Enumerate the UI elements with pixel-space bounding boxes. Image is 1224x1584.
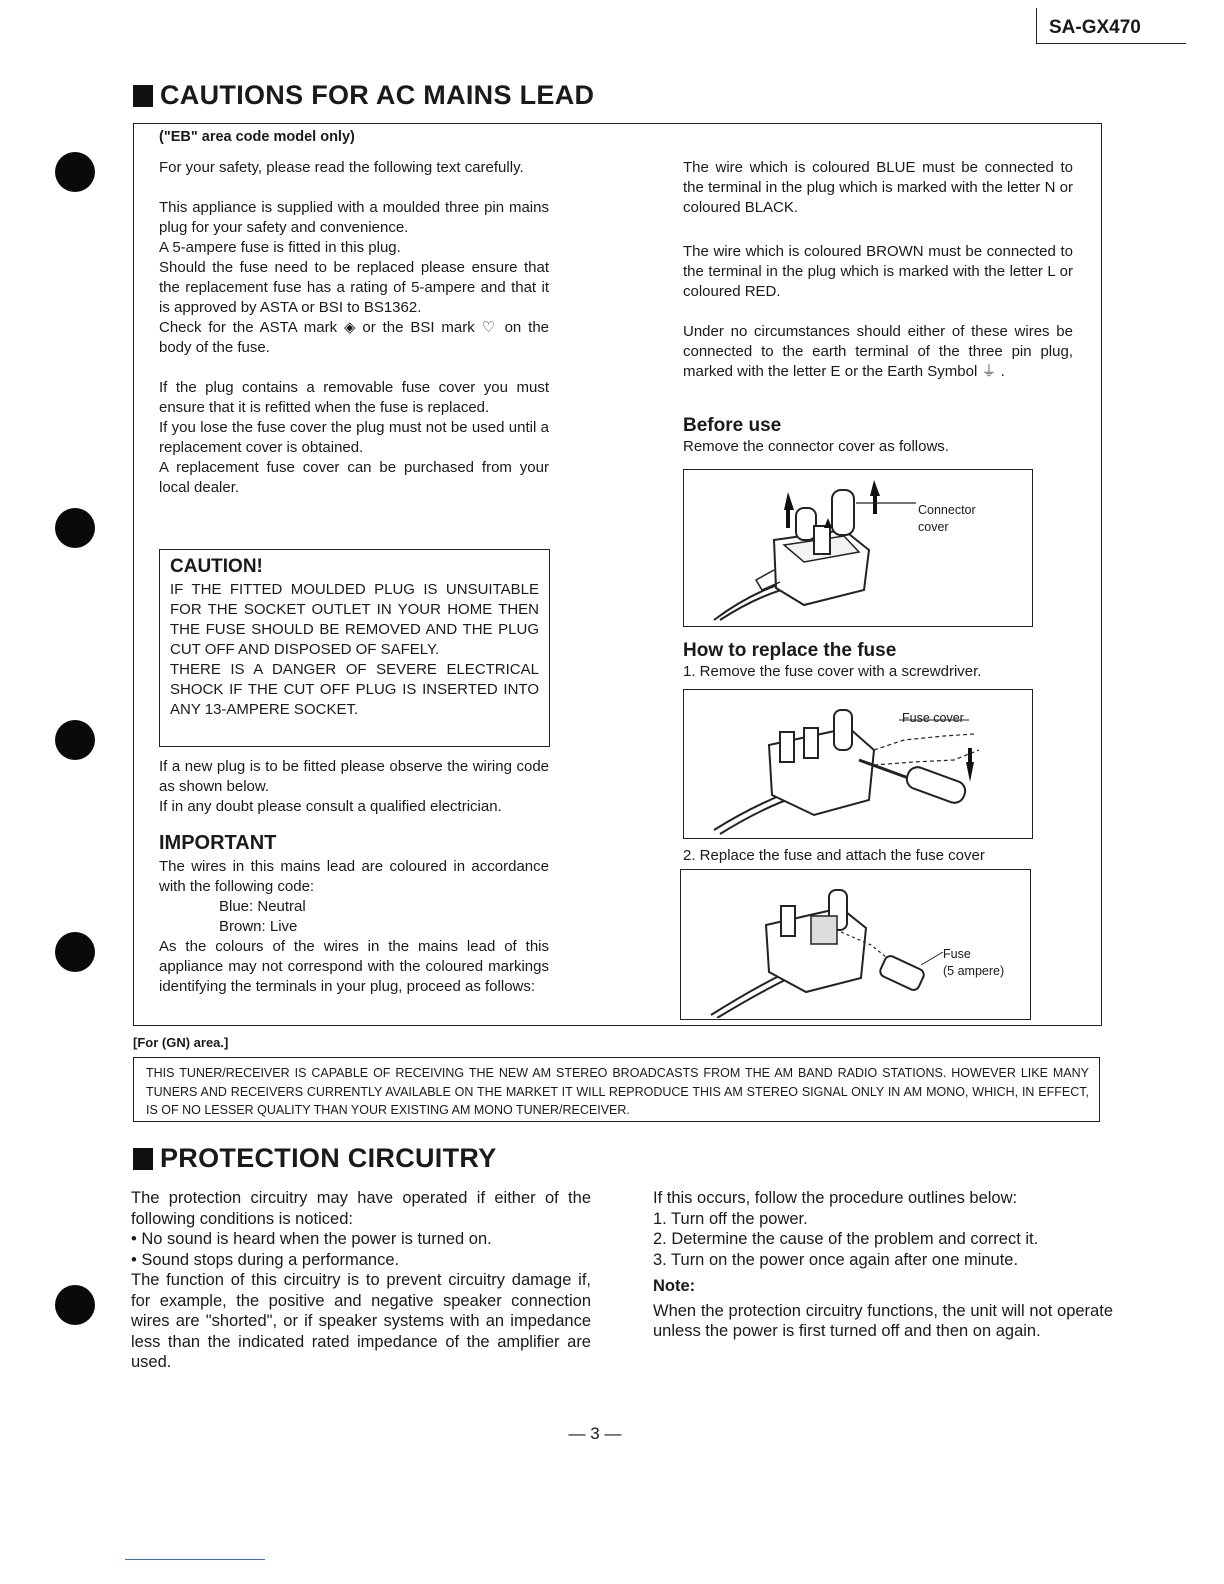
fuse-cover-text-2: If you lose the fuse cover the plug must not be used until a replacement cover is obtained. — [159, 419, 549, 456]
condition-bullet: • No sound is heard when the power is turned on. — [131, 1230, 492, 1248]
plug-text-2: A 5-ampere fuse is fitted in this plug. — [159, 239, 401, 256]
intro-paragraph: For your safety, please read the following text carefully. — [159, 159, 524, 176]
connector-cover-label — [918, 502, 976, 536]
step-1-text: 1. Remove the fuse cover with a screwdriver. — [683, 663, 982, 680]
fuse-illustration-icon — [681, 870, 1029, 1018]
label-line: Connector — [918, 503, 976, 517]
page-number: — 3 — — [568, 1424, 622, 1443]
protection-right-column — [653, 1188, 1113, 1342]
label-line: Fuse — [943, 947, 971, 961]
gn-area-notice: THIS TUNER/RECEIVER IS CAPABLE OF RECEIVING THE NEW AM STEREO BROADCASTS FROM THE AM BAND RADIO STATIONS. HOWEVER LIKE MANY TUNERS AND RECEIVERS CURRENTLY AVAILABLE ON THE MARKET IT WILL REPRODUCE THIS AM STEREO SIGNAL ONLY IN AM MONO, WHICH, IN EFFECT, IS OF NO LESSER QUALITY THAN YOUR EXISTING AM MONO TUNER/RECEIVER. — [133, 1057, 1100, 1122]
blue-wire-text: The wire which is coloured BLUE must be connected to the terminal in the plug which is marked with the letter N or coloured BLACK. — [683, 159, 1073, 216]
caution-text-2: THERE IS A DANGER OF SEVERE ELECTRICAL SHOCK IF THE CUT OFF PLUG IS INSERTED INTO ANY 13-AMPERE SOCKET. — [170, 661, 539, 718]
note-text: When the protection circuitry functions, the unit will not operate unless the power is first turned off and then on again. — [653, 1301, 1113, 1340]
wiring-text-1: If a new plug is to be fitted please observe the wiring code as shown below. — [159, 758, 549, 795]
caution-box — [159, 549, 550, 747]
plug-text-3: Should the fuse need to be replaced please ensure that the replacement fuse has a rating of 5-ampere and that it is approved by ASTA or BSI to BS1362. — [159, 259, 549, 316]
label-line: (5 ampere) — [943, 964, 1005, 978]
protection-intro: The protection circuitry may have operated if either of the following conditions is noticed: — [131, 1189, 591, 1228]
before-use-block — [683, 415, 1073, 457]
punch-hole — [55, 932, 95, 972]
caution-title: CAUTION! — [170, 556, 263, 577]
fuse-cover-label: Fuse cover — [902, 711, 964, 725]
important-text-2: As the colours of the wires in the mains lead of this appliance may not correspond with the coloured markings identifying the terminals in your plug, proceed as follows: — [159, 938, 549, 995]
note-title: Note: — [653, 1277, 696, 1295]
section-title-text: PROTECTION CIRCUITRY — [160, 1143, 497, 1173]
punch-hole — [55, 152, 95, 192]
before-use-title: Before use — [683, 415, 782, 436]
replace-fuse-block — [683, 640, 1073, 682]
section-title-protection — [133, 1143, 497, 1174]
protection-function-text: The function of this circuitry is to prevent circuitry damage if, for example, the positive and negative speaker connection wires are "shorted", or if speaker systems with an impedance less than the indicated rated impedance of the amplifier are used. — [131, 1271, 591, 1371]
important-block — [159, 832, 549, 997]
figure-connector-cover — [683, 469, 1033, 627]
screwdriver-illustration-icon — [684, 690, 1031, 837]
punch-hole — [55, 1285, 95, 1325]
procedure-step: 1. Turn off the power. — [653, 1209, 808, 1228]
procedure-step: 3. Turn on the power once again after one minute. — [653, 1250, 1019, 1269]
section-title-cautions — [133, 80, 594, 111]
figure-fuse-cover — [683, 689, 1033, 839]
condition-bullet: • Sound stops during a performance. — [131, 1250, 400, 1269]
wiring-note — [159, 757, 549, 817]
important-text-1: The wires in this mains lead are coloured in accordance with the following code: — [159, 858, 549, 895]
plug-illustration-icon — [684, 470, 1031, 625]
punch-hole — [55, 508, 95, 548]
footer-rule — [125, 1559, 265, 1560]
area-note: ("EB" area code model only) — [159, 129, 355, 145]
punch-hole — [55, 720, 95, 760]
plug-text-4: Check for the ASTA mark ◈ or the BSI mark ♡ on the body of the fuse. — [159, 319, 549, 356]
protection-left-column — [131, 1188, 591, 1373]
brown-wire-text: The wire which is coloured BROWN must be connected to the terminal in the plug which is marked with the letter L or coloured RED. — [683, 243, 1073, 300]
fuse-label — [943, 946, 1004, 980]
section-title-text: CAUTIONS FOR AC MAINS LEAD — [160, 80, 595, 110]
plug-text-1: This appliance is supplied with a moulded three pin mains plug for your safety and convenience. — [159, 199, 549, 236]
replace-fuse-title: How to replace the fuse — [683, 640, 897, 661]
bullet-square-icon — [133, 1148, 153, 1170]
fuse-cover-text-3: A replacement fuse cover can be purchased from your local dealer. — [159, 459, 549, 496]
step-2-block — [683, 846, 1043, 866]
before-use-text: Remove the connector cover as follows. — [683, 438, 949, 455]
right-column — [683, 158, 1073, 382]
left-column — [159, 158, 549, 498]
model-number: SA-GX470 — [1036, 8, 1186, 44]
bullet-square-icon — [133, 85, 153, 107]
step-2-text: 2. Replace the fuse and attach the fuse cover — [683, 847, 985, 864]
figure-fuse — [680, 869, 1031, 1020]
earth-warning-text: Under no circumstances should either of these wires be connected to the earth terminal of the three pin plug, marked with the letter E or the Earth Symbol ⏚ . — [683, 323, 1073, 380]
procedure-intro: If this occurs, follow the procedure outlines below: — [653, 1189, 1018, 1207]
gn-area-label: [For (GN) area.] — [133, 1035, 229, 1050]
wire-code-blue: Blue: Neutral — [219, 898, 306, 915]
caution-text-1: IF THE FITTED MOULDED PLUG IS UNSUITABLE FOR THE SOCKET OUTLET IN YOUR HOME THEN THE FUSE SHOULD BE REMOVED AND THE PLUG CUT OFF AND DISPOSED OF SAFELY. — [170, 581, 539, 658]
fuse-cover-text-1: If the plug contains a removable fuse cover you must ensure that it is refitted when the fuse is replaced. — [159, 379, 549, 416]
procedure-step: 2. Determine the cause of the problem and correct it. — [653, 1230, 1039, 1248]
important-title: IMPORTANT — [159, 832, 277, 854]
label-line: cover — [918, 520, 949, 534]
wiring-text-2: If in any doubt please consult a qualified electrician. — [159, 798, 502, 815]
wire-code-brown: Brown: Live — [219, 918, 298, 935]
